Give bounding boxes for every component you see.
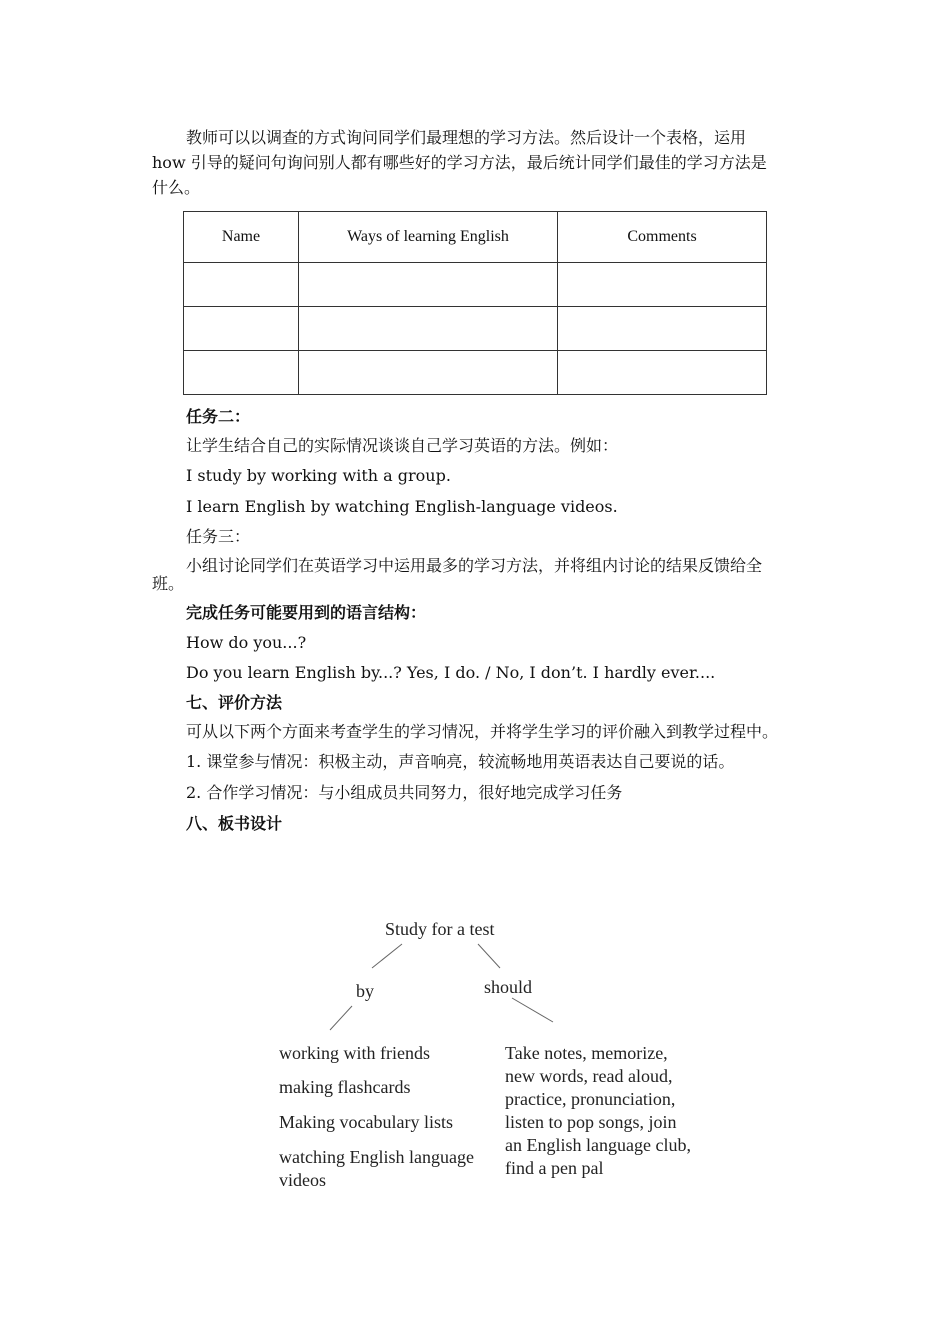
table-cell bbox=[558, 263, 767, 307]
structure-2: Do you learn English by...? Yes, I do. / No, I don’t. I hardly ever.... bbox=[186, 663, 716, 682]
list-item: making flashcards bbox=[279, 1077, 411, 1097]
table-cell bbox=[558, 351, 767, 395]
should-line: an English language club, bbox=[505, 1135, 691, 1155]
list-item: watching English language bbox=[279, 1147, 474, 1167]
should-line: Take notes, memorize, bbox=[505, 1043, 668, 1063]
table-cell bbox=[184, 351, 299, 395]
structure-1: How do you...? bbox=[186, 633, 307, 652]
header-name: Name bbox=[184, 212, 299, 263]
should-line: listen to pop songs, join bbox=[505, 1112, 677, 1132]
list-item: Making vocabulary lists bbox=[279, 1112, 453, 1132]
table-row bbox=[184, 263, 767, 307]
table-cell bbox=[299, 263, 558, 307]
evaluation-item-2: 2. 合作学习情况：与小组成员共同努力，很好地完成学习任务 bbox=[186, 783, 623, 802]
connector-should-list bbox=[512, 998, 553, 1022]
table-header-row bbox=[184, 212, 767, 263]
list-item: working with friends bbox=[279, 1043, 430, 1063]
task3-text-line-2: 班。 bbox=[152, 574, 185, 593]
structures-heading: 完成任务可能要用到的语言结构： bbox=[186, 603, 427, 622]
task2-text: 让学生结合自己的实际情况谈谈自己学习英语的方法。例如： bbox=[186, 436, 619, 455]
intro-line-3: 什么。 bbox=[152, 178, 201, 197]
table-cell bbox=[558, 307, 767, 351]
list-item: videos bbox=[279, 1170, 326, 1190]
task3-text-line-1: 小组讨论同学们在英语学习中运用最多的学习方法，并将组内讨论的结果反馈给全 bbox=[186, 556, 763, 575]
should-line: find a pen pal bbox=[505, 1158, 604, 1178]
survey-table bbox=[183, 211, 767, 395]
table-cell bbox=[184, 263, 299, 307]
header-ways: Ways of learning English bbox=[299, 212, 558, 263]
board-branch-by: by bbox=[356, 981, 374, 1001]
intro-line-1: 教师可以以调查的方式询问同学们最理想的学习方法。然后设计一个表格，运用 bbox=[186, 128, 747, 147]
table-cell bbox=[299, 351, 558, 395]
connector-title-by bbox=[372, 944, 402, 968]
task2-example-1: I study by working with a group. bbox=[186, 466, 451, 485]
evaluation-intro: 可从以下两个方面来考查学生的学习情况，并将学生学习的评价融入到教学过程中。 bbox=[186, 722, 779, 741]
connector-by-list bbox=[330, 1006, 352, 1030]
should-line: new words, read aloud, bbox=[505, 1066, 673, 1086]
table-row bbox=[184, 307, 767, 351]
task2-example-2: I learn English by watching English-language videos. bbox=[186, 497, 618, 516]
board-branch-should: should bbox=[484, 977, 533, 997]
table-cell bbox=[184, 307, 299, 351]
intro-line-2: how 引导的疑问句询问别人都有哪些好的学习方法，最后统计同学们最佳的学习方法是 bbox=[152, 153, 767, 172]
table-cell bbox=[299, 307, 558, 351]
connector-title-should bbox=[478, 944, 500, 968]
task3-heading: 任务三： bbox=[186, 527, 251, 546]
board-heading: 八、板书设计 bbox=[186, 814, 283, 833]
task2-heading: 任务二： bbox=[186, 407, 251, 426]
evaluation-item-1: 1. 课堂参与情况：积极主动，声音响亮，较流畅地用英语表达自己要说的话。 bbox=[186, 752, 735, 771]
should-line: practice, pronunciation, bbox=[505, 1089, 676, 1109]
evaluation-heading: 七、评价方法 bbox=[186, 693, 283, 712]
header-comments: Comments bbox=[558, 212, 767, 263]
board-title: Study for a test bbox=[385, 919, 495, 939]
table-row bbox=[184, 351, 767, 395]
